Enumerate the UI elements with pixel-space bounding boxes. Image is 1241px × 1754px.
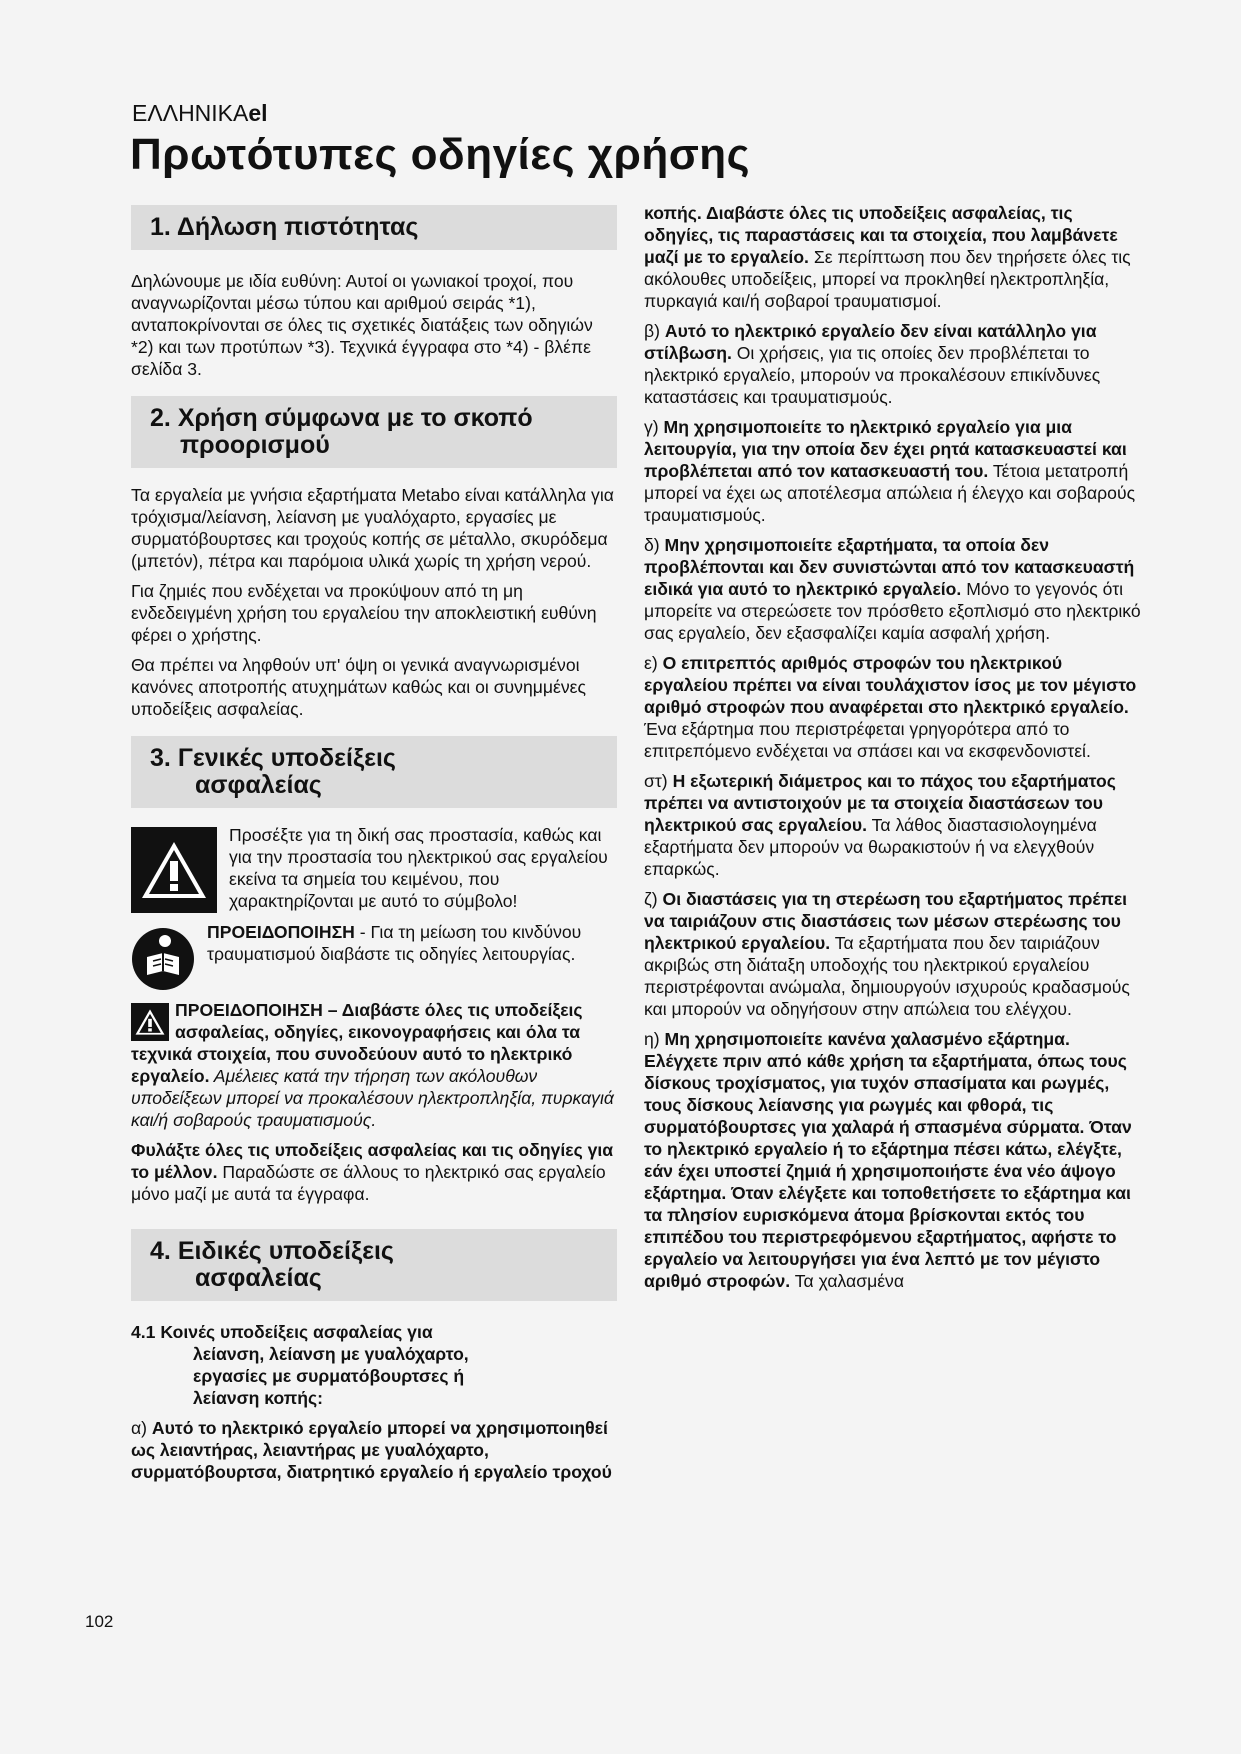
item-a: α) Αυτό το ηλεκτρικό εργαλείο μπορεί να χρησιμοποιηθεί ως λειαντήρας, λειαντήρας με γυαλόχαρτο, συρματόβουρτσα, διατρητικό εργαλείο ή εργαλείο τροχού	[131, 1418, 612, 1482]
item-a-continued: κοπής. Διαβάστε όλες τις υποδείξεις ασφαλείας, τις οδηγίες, τις παραστάσεις και τα στοιχεία, που λαμβάνετε μαζί με το εργαλείο. Σε περίπτωση που δεν τηρήσετε όλες τις ακόλουθες υποδείξεις, μπορεί να προκληθεί ηλεκτροπληξία, πυρκαγιά και/ή σοβαροί τραυματισμοί.	[644, 203, 1131, 311]
subsection-4-1-heading: 4.1 Κοινές υποδείξεις ασφαλείας για λείανση, λείανση με γυαλόχαρτο, εργασίες με συρματόβουρτσες ή λείανση κοπής:	[131, 1322, 469, 1408]
section-1-heading: 1. Δήλωση πιστότητας	[131, 205, 617, 250]
section-3-heading: 3. Γενικές υποδείξεις ασφαλείας	[131, 736, 617, 808]
item-g: ζ) Οι διαστάσεις για τη στερέωση του εξαρτήματος πρέπει να ταιριάζουν στις διαστάσεις των μέσων στερέωσης του ηλεκτρικού εργαλείου. Τα εξαρτήματα που δεν ταιριάζουν ακριβώς στη διάταξη υποδοχής του ηλεκτρικού εργαλείου περιστρέφονται ανώμαλα, δημιουργούν ισχυρούς κραδασμούς και μπορούν να οδηγήσουν στην απώλεια του ελέγχου.	[644, 889, 1130, 1019]
keep-instructions: Φυλάξτε όλες τις υποδείξεις ασφαλείας και τις οδηγίες για το μέλλον. Παραδώστε σε άλλους το ηλεκτρικό σας εργαλείο μόνο μαζί με αυτά τα έγγραφα.	[131, 1140, 614, 1204]
read-manual-icon	[131, 927, 195, 991]
item-d: δ) Μην χρησιμοποιείτε εξαρτήματα, τα οποία δεν προβλέπονται και δεν συνιστώνται από τον κατασκευαστή ειδικά για αυτό το ηλεκτρικό εργαλείο. Μόνο το γεγονός ότι μπορείτε να στερεώσετε τον πρόσθετο εξοπλισμό στο ηλεκτρικό σας εργαλείο, δεν εξασφαλίζει καμία ασφαλή χρήση.	[644, 535, 1141, 643]
right-column	[644, 202, 1144, 1292]
section-1-body: Δηλώνουμε με ιδία ευθύνη: Αυτοί οι γωνιακοί τροχοί, που αναγνωρίζονται μέσω τύπου και αριθμού σειράς *1), ανταποκρίνονται σε όλες τις σχετικές διατάξεις των οδηγιών *2) και των προτύπων *3). Τεχνικά έγγραφα στο *4) - βλέπε σελίδα 3.	[131, 271, 593, 379]
item-h: η) Μη χρησιμοποιείτε κανένα χαλασμένο εξάρτημα. Ελέγχετε πριν από κάθε χρήση τα εξαρτήματα, όπως τους δίσκους τροχίσματος, για τυχόν σπασίματα και ρωγμές, τους δίσκους λείανσης για ρωγμές και φθορά, τις συρματόβουρτσες για χαλαρά ή σπασμένα σύρματα. Όταν το ηλεκτρικό εργαλείο ή το εξάρτημα πέσει κάτω, ελέγξτε, εάν έχει υποστεί ζημιά ή χρησιμοποιήστε ένα νέο άψογο εξάρτημα. Όταν ελέγξετε και τοποθετήσετε το εξάρτημα και τα πλησίον ευρισκόμενα άτομα βρίσκονται εκτός του επιπέδου του περιστρεφόμενου εξαρτήματος, αφήστε το εργαλείο να λειτουργήσει για ένα λεπτό με τον μέγιστο αριθμό στροφών. Τα χαλασμένα	[644, 1029, 1132, 1291]
read-manual-warning: ΠΡΟΕΙΔΟΠΟΙΗΣΗ - Για τη μείωση του κινδύνου τραυματισμού διαβάστε τις οδηγίες λειτουργίας.	[131, 921, 617, 965]
attention-notice: Προσέξτε για τη δική σας προστασία, καθώς και για την προστασία του ηλεκτρικού σας εργαλείου εκείνα τα σημεία του κειμένου, που χαρακτηρίζονται με αυτό το σύμβολο!	[131, 824, 617, 912]
section-2-heading: 2. Χρήση σύμφωνα με το σκοπό προορισμού	[131, 396, 617, 468]
language-label: ΕΛΛΗΝΙΚΑel	[132, 100, 268, 126]
section-2-paragraph-1: Τα εργαλεία με γνήσια εξαρτήματα Metabo είναι κατάλληλα για τρόχισμα/λείανση, λείανση με γυαλόχαρτο, εργασίες με συρματόβουρτσες και τροχούς κοπής σε μέταλλο, σκυρόδεμα (μπετόν), πέτρα και παρόμοια υλικά χωρίς τη χρήση νερού.	[131, 485, 614, 571]
item-b: β) Αυτό το ηλεκτρικό εργαλείο δεν είναι κατάλληλο για στίλβωση. Οι χρήσεις, για τις οποίες δεν προβλέπεται το ηλεκτρικό εργαλείο, μπορούν να προκαλέσουν επικίνδυνες καταστάσεις και τραυματισμούς.	[644, 321, 1101, 407]
page-number: 102	[85, 1612, 114, 1631]
small-warning-icon	[131, 1003, 169, 1041]
section-2-paragraph-2: Για ζημιές που ενδέχεται να προκύψουν από τη μη ενδεδειγμένη χρήση του εργαλείου την αποκλειστική ευθύνη φέρει ο χρήστης.	[131, 581, 597, 645]
section-2-paragraph-3: Θα πρέπει να ληφθούν υπ' όψη οι γενικά αναγνωρισμένοι κανόνες αποτροπής ατυχημάτων καθώς και οι συνημμένες υποδείξεις ασφαλείας.	[131, 655, 586, 719]
left-column	[131, 205, 617, 1483]
item-c: γ) Μη χρησιμοποιείτε το ηλεκτρικό εργαλείο για μια λειτουργία, για την οποία δεν έχει ρητά κατασκευαστεί και προβλέπεται από τον κατασκευαστή του. Τέτοια μετατροπή μπορεί να έχει ως αποτέλεσμα απώλεια ή έλεγχο και σοβαρούς τραυματισμούς.	[644, 417, 1136, 525]
page-title: Πρωτότυπες οδηγίες χρήσης	[130, 130, 751, 179]
general-warning: ΠΡΟΕΙΔΟΠΟΙΗΣΗ – Διαβάστε όλες τις υποδείξεις ασφαλείας, οδηγίες, εικονογραφήσεις και όλα τα τεχνικά στοιχεία, που συνοδεύουν αυτό το ηλεκτρικό εργαλείο. Αμέλειες κατά την τήρηση των ακόλουθων υποδείξεων μπορεί να προκαλέσουν ηλεκτροπληξία, πυρκαγιά και/ή σοβαρούς τραυματισμούς.	[131, 1000, 614, 1130]
warning-triangle-icon	[131, 827, 217, 913]
section-4-heading: 4. Ειδικές υποδείξεις ασφαλείας	[131, 1229, 617, 1301]
item-e: ε) Ο επιτρεπτός αριθμός στροφών του ηλεκτρικού εργαλείου πρέπει να είναι τουλάχιστον ίσος με τον μέγιστο αριθμό στροφών που αναφέρεται στο ηλεκτρικό εργαλείο. Ένα εξάρτημα που περιστρέφεται γρηγορότερα από το επιτρεπόμενο ενδέχεται να σπάσει και να εκσφενδονιστεί.	[644, 653, 1137, 761]
item-f: στ) Η εξωτερική διάμετρος και το πάχος του εξαρτήματος πρέπει να αντιστοιχούν με τα στοιχεία διαστάσεων του ηλεκτρικού σας εργαλείου. Τα λάθος διαστασιολογημένα εξαρτήματα δεν μπορούν να θωρακιστούν ή να ελεγχθούν επαρκώς.	[644, 771, 1116, 879]
